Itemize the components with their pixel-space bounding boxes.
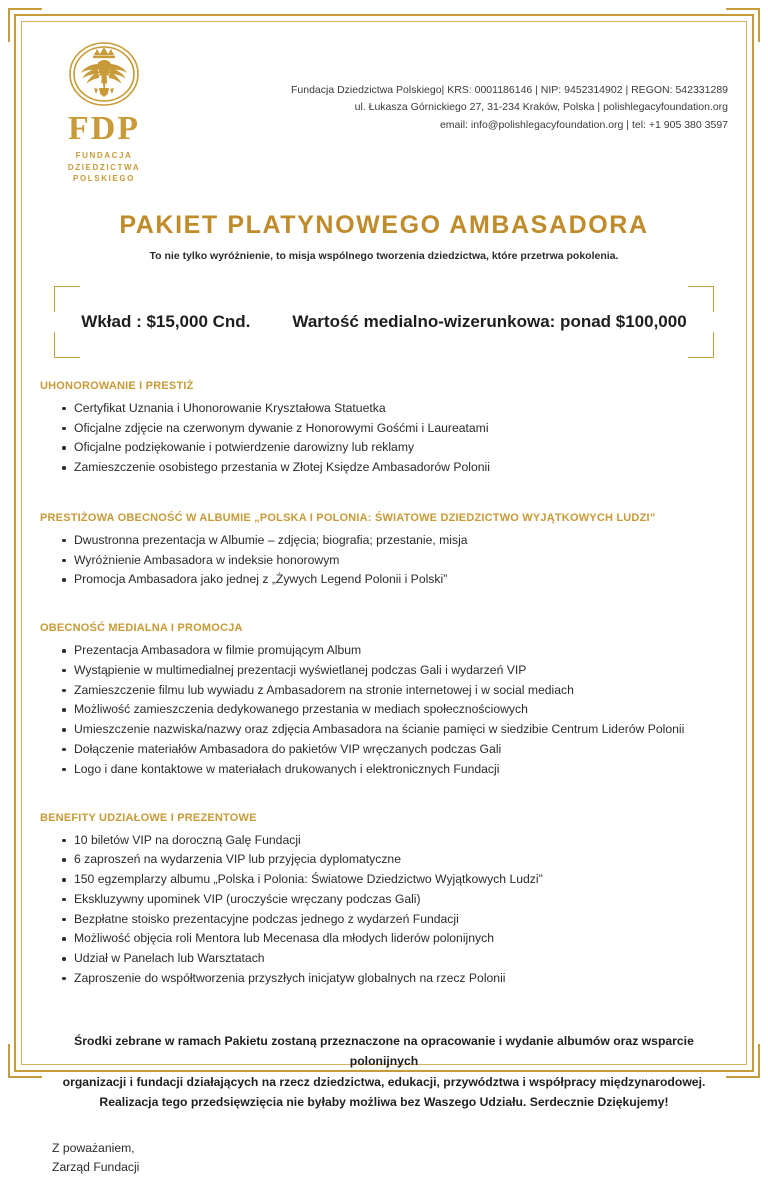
callout-corner-bottom-left [54, 332, 80, 358]
page-title: PAKIET PLATYNOWEGO AMBASADORA [119, 210, 649, 239]
org-details-line-2: ul. Łukasza Górnickiego 27, 31-234 Kraków, Polska | polishlegacyfoundation.org [354, 101, 728, 114]
logo-subtitle-line-1: FUNDACJA [75, 151, 133, 160]
corner-ornament-top-right [726, 8, 760, 42]
section-heading-gifts: BENEFITY UDZIAŁOWE I PREZENTOWE [40, 811, 257, 824]
list-item: Bezpłatne stoisko prezentacyjne podczas jednego z wydarzeń Fundacji [74, 910, 728, 930]
list-item: Certyfikat Uznania i Uhonorowanie Kryształowa Statuetka [74, 399, 728, 419]
section-heading-album: PRESTIŻOWA OBECNOŚĆ W ALBUMIE „POLSKA I POLONIA: ŚWIATOWE DZIEDZICTWO WYJĄTKOWYCH LUDZI” [40, 511, 656, 524]
callout-corner-bottom-right [688, 332, 714, 358]
value-callout-box [54, 286, 714, 358]
media-value-amount: Wartość medialno-wizerunkowa: ponad $100,000 [292, 311, 687, 331]
list-item: Oficjalne podziękowanie i potwierdzenie darowizny lub reklamy [74, 438, 728, 458]
logo-subtitle-line-2: DZIEDZICTWA [67, 162, 141, 172]
document-header [40, 34, 728, 185]
list-item: 150 egzemplarzy albumu „Polska i Polonia: Światowe Dziedzictwo Wyjątkowych Ludzi” [74, 870, 728, 890]
section-heading-honors: UHONOROWANIE I PRESTIŻ [40, 379, 194, 392]
benefit-section-gifts [40, 812, 728, 989]
benefit-list-media [40, 641, 728, 779]
funds-usage-line-2: organizacji i fundacji działających na rzecz dziedzictwa, edukacji, przywództwa i współpracy międzynarodowej. [62, 1074, 706, 1089]
list-item: Ekskluzywny upominek VIP (uroczyście wręczany podczas Gali) [74, 890, 728, 910]
signoff-signer: Zarząd Fundacji [52, 1160, 140, 1175]
org-details-line-1: Fundacja Dziedzictwa Polskiego| KRS: 0001186146 | NIP: 9452314902 | REGON: 542331289 [290, 84, 728, 96]
benefit-list-honors [40, 399, 728, 478]
list-item: 6 zaproszeń na wydarzenia VIP lub przyjęcia dyplomatyczne [74, 850, 728, 870]
signoff-greeting: Z poważaniem, [52, 1140, 135, 1155]
list-item: Zaproszenie do współtworzenia przyszłych inicjatyw globalnych na rzecz Polonii [74, 969, 728, 989]
foundation-logo [40, 34, 168, 185]
list-item: Możliwość zamieszczenia dedykowanego przestania w mediach społecznościowych [74, 700, 728, 720]
benefit-section-album [40, 512, 728, 590]
funds-usage-note [40, 1031, 728, 1113]
contribution-amount: Wkład : $15,000 Cnd. [81, 311, 251, 331]
list-item: 10 biletów VIP na doroczną Galę Fundacji [74, 831, 728, 851]
list-item: Wyróżnienie Ambasadora w indeksie honorowym [74, 551, 728, 571]
corner-ornament-bottom-right [726, 1044, 760, 1078]
list-item: Udział w Panelach lub Warsztatach [74, 949, 728, 969]
corner-ornament-bottom-left [8, 1044, 42, 1078]
list-item: Logo i dane kontaktowe w materiałach drukowanych i elektronicznych Fundacji [74, 760, 728, 780]
list-item: Prezentacja Ambasadora w filmie promującym Album [74, 641, 728, 661]
list-item: Dwustronna prezentacja w Albumie – zdjęcia; biografia; przestanie, misja [74, 531, 728, 551]
list-item: Promocja Ambasadora jako jednej z „Żywych Legend Polonii i Polski” [74, 570, 728, 590]
benefit-list-album [40, 531, 728, 590]
list-item: Zamieszczenie osobistego przestania w Złotej Księdze Ambasadorów Polonii [74, 458, 728, 478]
benefit-list-gifts [40, 831, 728, 989]
org-details-line-3: email: info@polishlegacyfoundation.org | tel: +1 905 380 3597 [439, 118, 728, 131]
logo-subtitle-line-3: POLSKIEGO [73, 174, 135, 184]
section-heading-media: OBECNOŚĆ MEDIALNA I PROMOCJA [40, 622, 243, 635]
page-subtitle: To nie tylko wyróżnienie, to misja wspólnego tworzenia dziedzictwa, które przetrwa pokolenia. [149, 249, 619, 262]
logo-monogram: FDP [67, 110, 141, 147]
organization-details [291, 34, 728, 134]
list-item: Oficjalne zdjęcie na czerwonym dywanie z Honorowymi Gośćmi i Laureatami [74, 419, 728, 439]
list-item: Dołączenie materiałów Ambasadora do pakietów VIP wręczanych podczas Gali [74, 740, 728, 760]
benefit-section-honors [40, 380, 728, 478]
list-item: Zamieszczenie filmu lub wywiadu z Ambasadorem na stronie internetowej i w social mediach [74, 681, 728, 701]
benefit-section-media [40, 622, 728, 779]
polish-eagle-crest-icon [40, 36, 168, 110]
logo-subtitle [40, 150, 168, 185]
list-item: Umieszczenie nazwiska/nazwy oraz zdjęcia Ambasadora na ścianie pamięci w siedzibie Centrum Liderów Polonii [74, 720, 728, 740]
corner-ornament-top-left [8, 8, 42, 42]
funds-usage-line-3: Realizacja tego przedsięwzięcia nie byłaby możliwa bez Waszego Udziału. Serdecznie Dziękujemy! [99, 1095, 669, 1110]
list-item: Możliwość objęcia roli Mentora lub Mecenasa dla młodych liderów polonijnych [74, 929, 728, 949]
funds-usage-line-1: Środki zebrane w ramach Pakietu zostaną przeznaczone na opracowanie i wydanie albumów oraz wsparcie polonijnych [74, 1033, 694, 1069]
callout-corner-top-right [688, 286, 714, 312]
list-item: Wystąpienie w multimedialnej prezentacji wyświetlanej podczas Gali i wydarzeń VIP [74, 661, 728, 681]
signature-block [40, 1139, 728, 1178]
callout-corner-top-left [54, 286, 80, 312]
